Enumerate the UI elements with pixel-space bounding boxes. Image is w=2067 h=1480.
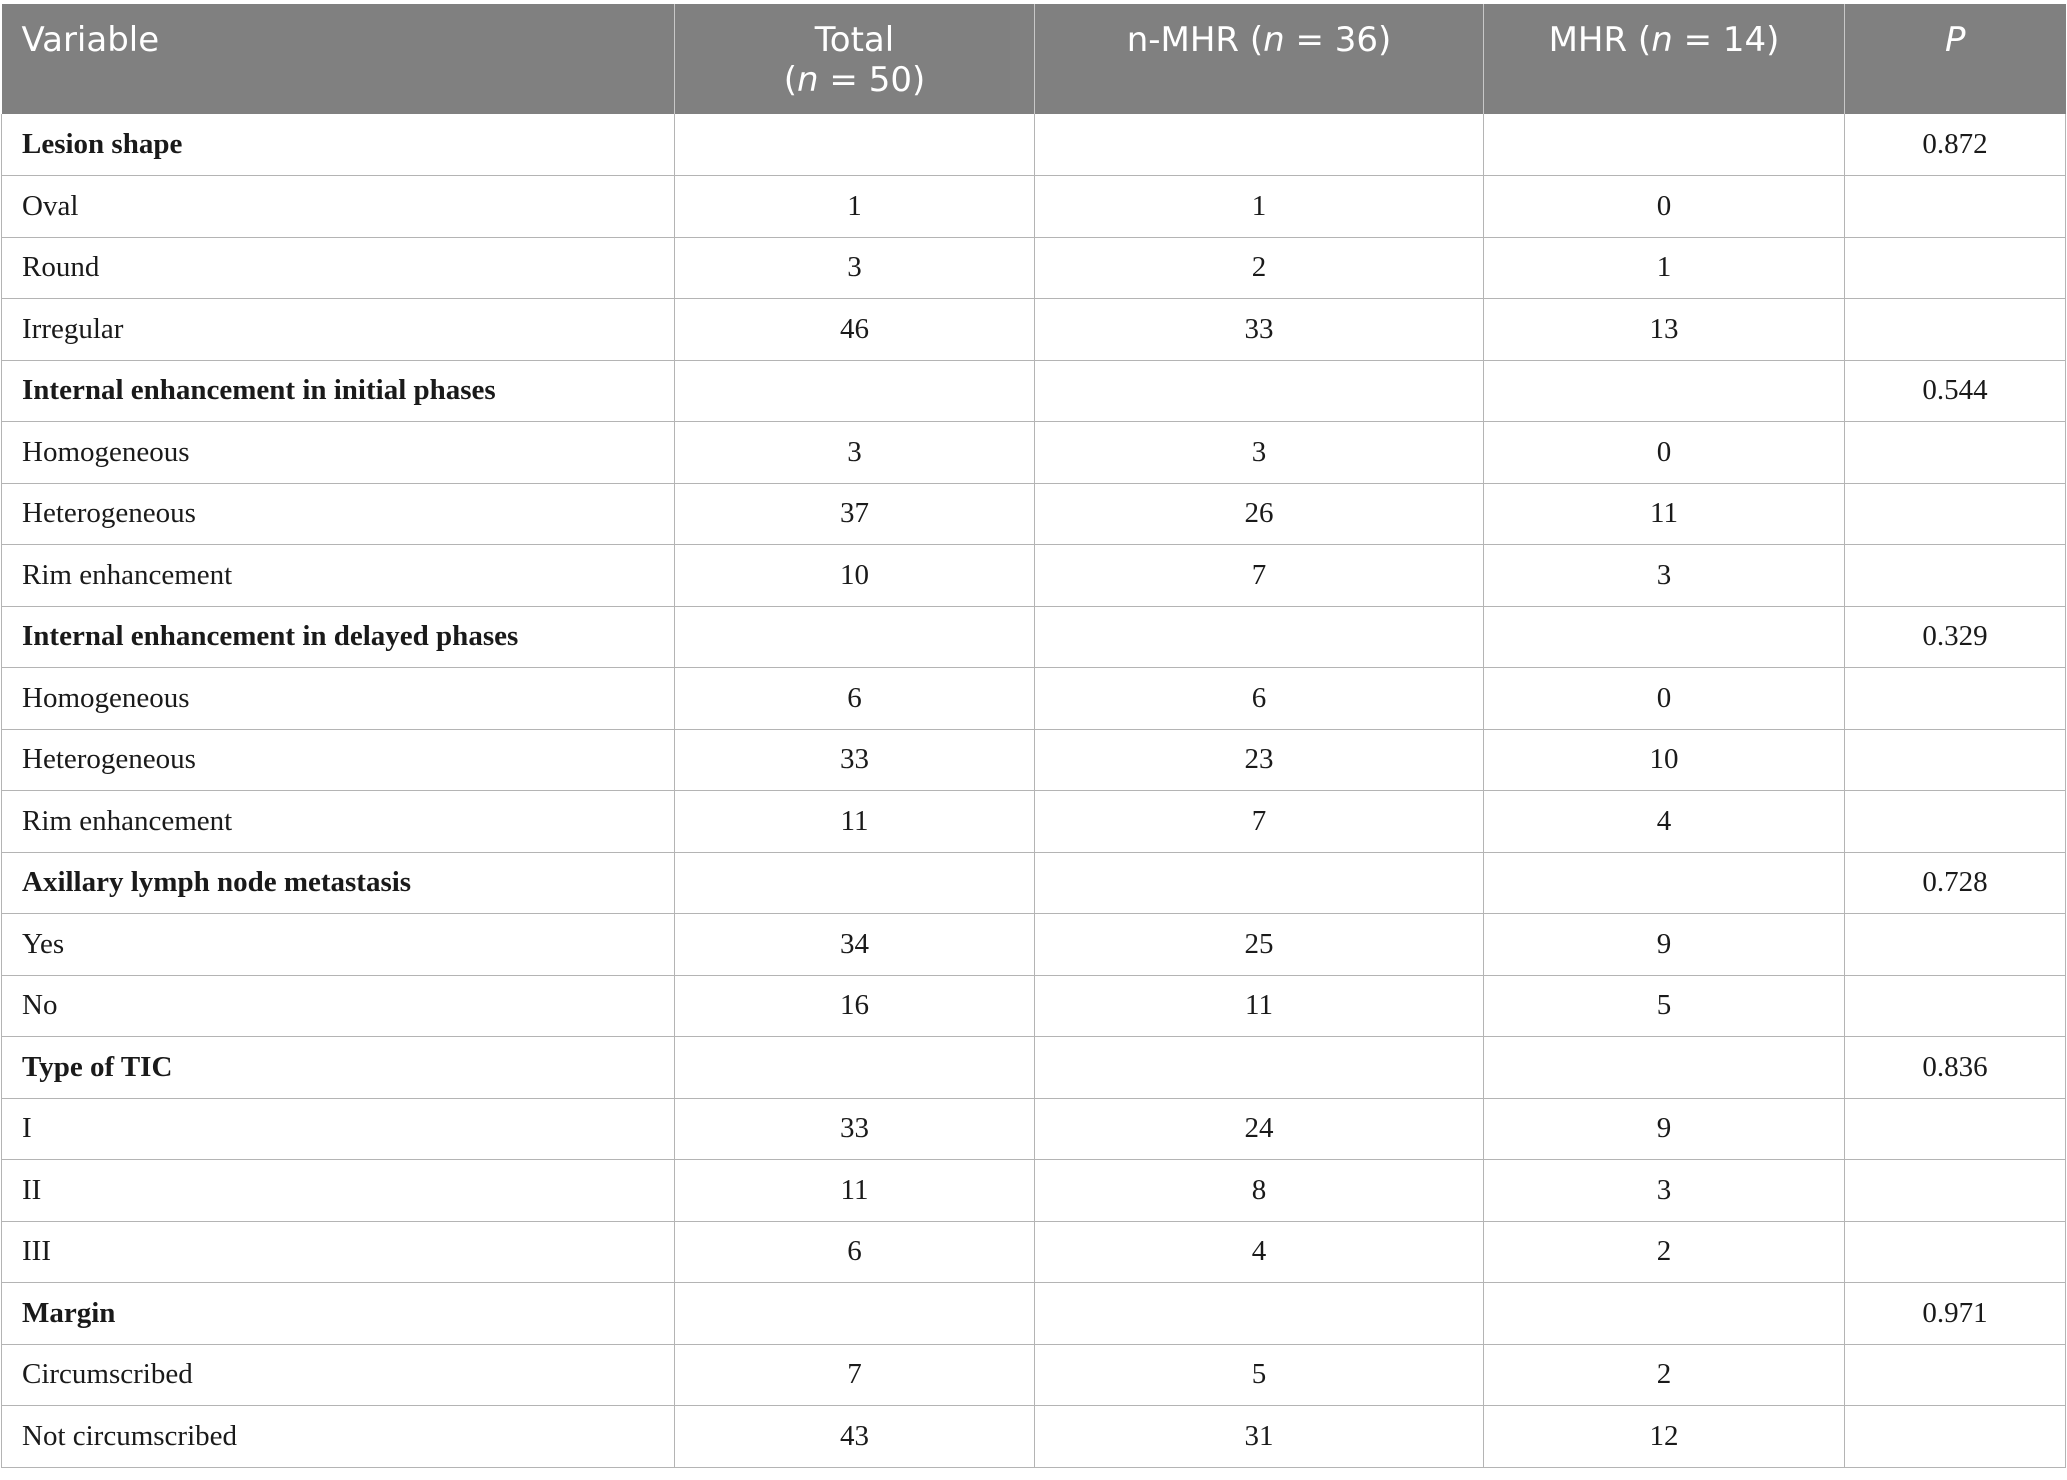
cell-mhr: 13 — [1484, 299, 1845, 361]
cell-label: Internal enhancement in delayed phases — [2, 606, 675, 668]
cell-mhr: 0 — [1484, 422, 1845, 484]
cell-total: 16 — [675, 975, 1035, 1037]
header-variable: Variable — [2, 4, 675, 114]
cell-nmhr: 1 — [1035, 176, 1484, 238]
cell-label: Type of TIC — [2, 1037, 675, 1099]
cell-nmhr: 7 — [1035, 791, 1484, 853]
cell-total — [675, 606, 1035, 668]
header-total-n: n — [797, 60, 819, 100]
cell-p: 0.544 — [1845, 360, 2066, 422]
cell-mhr: 1 — [1484, 237, 1845, 299]
cell-p — [1845, 483, 2066, 545]
cell-total — [675, 360, 1035, 422]
cell-total: 1 — [675, 176, 1035, 238]
table-row — [2, 360, 2066, 422]
cell-p — [1845, 791, 2066, 853]
cell-nmhr: 5 — [1035, 1344, 1484, 1406]
table-row — [2, 1221, 2066, 1283]
table-row — [2, 1406, 2066, 1468]
header-total-line2-post: = 50) — [818, 60, 926, 100]
cell-mhr: 3 — [1484, 545, 1845, 607]
table-header — [2, 4, 2066, 114]
cell-nmhr: 31 — [1035, 1406, 1484, 1468]
table-row — [2, 668, 2066, 730]
cell-nmhr: 33 — [1035, 299, 1484, 361]
cell-mhr: 11 — [1484, 483, 1845, 545]
cell-nmhr — [1035, 1283, 1484, 1345]
cell-total: 46 — [675, 299, 1035, 361]
cell-nmhr — [1035, 852, 1484, 914]
cell-nmhr: 11 — [1035, 975, 1484, 1037]
cell-p — [1845, 975, 2066, 1037]
cell-total: 33 — [675, 729, 1035, 791]
cell-p — [1845, 545, 2066, 607]
cell-nmhr: 7 — [1035, 545, 1484, 607]
cell-nmhr: 26 — [1035, 483, 1484, 545]
table-row — [2, 914, 2066, 976]
header-nmhr-n: n — [1263, 20, 1285, 60]
cell-p: 0.329 — [1845, 606, 2066, 668]
table-row — [2, 606, 2066, 668]
cell-label: Irregular — [2, 299, 675, 361]
cell-mhr: 2 — [1484, 1221, 1845, 1283]
cell-p — [1845, 237, 2066, 299]
cell-p: 0.836 — [1845, 1037, 2066, 1099]
cell-nmhr: 3 — [1035, 422, 1484, 484]
table-row — [2, 545, 2066, 607]
cell-nmhr — [1035, 114, 1484, 176]
table-row — [2, 422, 2066, 484]
cell-label: No — [2, 975, 675, 1037]
cell-total — [675, 1037, 1035, 1099]
cell-p: 0.728 — [1845, 852, 2066, 914]
cell-p — [1845, 299, 2066, 361]
cell-mhr: 9 — [1484, 914, 1845, 976]
cell-nmhr: 25 — [1035, 914, 1484, 976]
table-row — [2, 852, 2066, 914]
header-mhr-post: = 14) — [1672, 20, 1780, 60]
cell-total: 33 — [675, 1098, 1035, 1160]
cell-mhr — [1484, 1283, 1845, 1345]
cell-label: Oval — [2, 176, 675, 238]
cell-mhr: 5 — [1484, 975, 1845, 1037]
cell-p: 0.872 — [1845, 114, 2066, 176]
cell-nmhr: 23 — [1035, 729, 1484, 791]
cell-total: 7 — [675, 1344, 1035, 1406]
cell-total: 10 — [675, 545, 1035, 607]
cell-p — [1845, 422, 2066, 484]
header-total-line1: Total — [814, 20, 895, 60]
cell-p — [1845, 1160, 2066, 1222]
cell-label: Rim enhancement — [2, 545, 675, 607]
cell-nmhr: 6 — [1035, 668, 1484, 730]
data-table — [1, 4, 2066, 1468]
cell-label: Axillary lymph node metastasis — [2, 852, 675, 914]
table-body — [2, 114, 2066, 1467]
cell-label: Margin — [2, 1283, 675, 1345]
cell-nmhr: 8 — [1035, 1160, 1484, 1222]
table-row — [2, 299, 2066, 361]
table-row — [2, 483, 2066, 545]
cell-label: Internal enhancement in initial phases — [2, 360, 675, 422]
table-row — [2, 729, 2066, 791]
header-p-label: P — [1944, 20, 1966, 60]
cell-p: 0.971 — [1845, 1283, 2066, 1345]
cell-total: 37 — [675, 483, 1035, 545]
header-mhr — [1484, 4, 1845, 114]
cell-label: I — [2, 1098, 675, 1160]
table-row — [2, 1037, 2066, 1099]
cell-total: 11 — [675, 791, 1035, 853]
cell-label: Homogeneous — [2, 668, 675, 730]
header-nmhr — [1035, 4, 1484, 114]
header-nmhr-post: = 36) — [1284, 20, 1392, 60]
cell-total: 6 — [675, 668, 1035, 730]
cell-total: 11 — [675, 1160, 1035, 1222]
table-row — [2, 176, 2066, 238]
cell-total: 43 — [675, 1406, 1035, 1468]
cell-p — [1845, 914, 2066, 976]
cell-mhr: 10 — [1484, 729, 1845, 791]
cell-mhr — [1484, 114, 1845, 176]
cell-nmhr: 2 — [1035, 237, 1484, 299]
cell-total: 34 — [675, 914, 1035, 976]
table-row — [2, 237, 2066, 299]
cell-p — [1845, 1406, 2066, 1468]
cell-label: Rim enhancement — [2, 791, 675, 853]
cell-mhr — [1484, 852, 1845, 914]
cell-label: Heterogeneous — [2, 483, 675, 545]
header-mhr-n: n — [1651, 20, 1673, 60]
cell-mhr: 3 — [1484, 1160, 1845, 1222]
header-p — [1845, 4, 2066, 114]
cell-mhr — [1484, 606, 1845, 668]
cell-total — [675, 1283, 1035, 1345]
cell-p — [1845, 668, 2066, 730]
header-total-line2-pre: ( — [783, 60, 798, 100]
cell-mhr: 4 — [1484, 791, 1845, 853]
cell-nmhr: 24 — [1035, 1098, 1484, 1160]
cell-total: 3 — [675, 237, 1035, 299]
cell-total — [675, 114, 1035, 176]
cell-mhr — [1484, 360, 1845, 422]
cell-nmhr: 4 — [1035, 1221, 1484, 1283]
cell-label: Yes — [2, 914, 675, 976]
cell-p — [1845, 729, 2066, 791]
table-row — [2, 1160, 2066, 1222]
cell-mhr — [1484, 1037, 1845, 1099]
cell-label: Circumscribed — [2, 1344, 675, 1406]
header-row — [2, 4, 2066, 114]
cell-total: 6 — [675, 1221, 1035, 1283]
table-row — [2, 114, 2066, 176]
cell-label: Lesion shape — [2, 114, 675, 176]
cell-label: Heterogeneous — [2, 729, 675, 791]
cell-total: 3 — [675, 422, 1035, 484]
cell-p — [1845, 1344, 2066, 1406]
header-nmhr-pre: n-MHR ( — [1126, 20, 1264, 60]
cell-mhr: 0 — [1484, 176, 1845, 238]
table-row — [2, 975, 2066, 1037]
table-row — [2, 1283, 2066, 1345]
cell-mhr: 0 — [1484, 668, 1845, 730]
cell-nmhr — [1035, 606, 1484, 668]
cell-mhr: 9 — [1484, 1098, 1845, 1160]
cell-p — [1845, 176, 2066, 238]
table-row — [2, 791, 2066, 853]
cell-label: III — [2, 1221, 675, 1283]
cell-p — [1845, 1098, 2066, 1160]
cell-label: Not circumscribed — [2, 1406, 675, 1468]
cell-nmhr — [1035, 1037, 1484, 1099]
header-mhr-pre: MHR ( — [1548, 20, 1652, 60]
cell-p — [1845, 1221, 2066, 1283]
cell-label: Homogeneous — [2, 422, 675, 484]
cell-mhr: 2 — [1484, 1344, 1845, 1406]
cell-label: II — [2, 1160, 675, 1222]
cell-nmhr — [1035, 360, 1484, 422]
table-row — [2, 1344, 2066, 1406]
header-total — [675, 4, 1035, 114]
table-row — [2, 1098, 2066, 1160]
cell-label: Round — [2, 237, 675, 299]
cell-total — [675, 852, 1035, 914]
cell-mhr: 12 — [1484, 1406, 1845, 1468]
